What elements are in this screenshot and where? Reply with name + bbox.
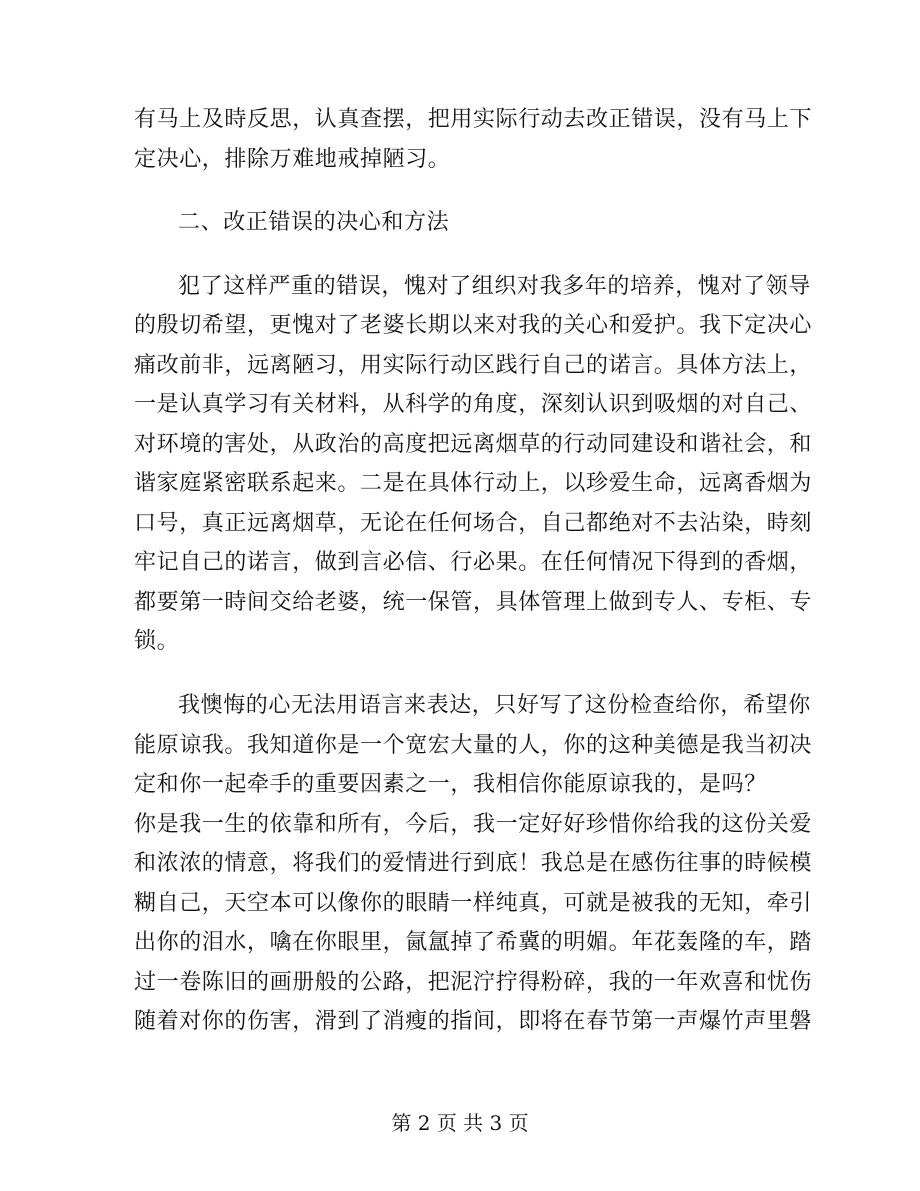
intro-line-2: 定决心，排除万难地戒掉陋习。 xyxy=(134,147,451,172)
paragraph2-line-3: 定和你一起牵手的重要因素之一，我相信你能原谅我的，是吗？ xyxy=(134,772,767,797)
paragraph2-line-7: 出你的泪水，噙在你眼里，氤氲掉了希冀的明媚。年花轰隆的车，踏 xyxy=(134,930,813,955)
section-heading: 二、改正错误的决心和方法 xyxy=(178,210,450,235)
paragraph1-line-5: 对环境的害处，从政治的高度把远离烟草的行动同建设和谐社会，和 xyxy=(134,432,813,457)
paragraph1-line-9: 都要第一時间交给老婆，统一保管，具体管理上做到专人、专柜、专 xyxy=(134,590,813,615)
paragraph1-line-4: 一是认真学习有关材料，从科学的角度，深刻认识到吸烟的对自己、 xyxy=(134,392,813,417)
paragraph1-line-8: 牢记自己的诺言，做到言必信、行必果。在任何情况下得到的香烟， xyxy=(134,550,813,575)
paragraph1-line-6: 谐家庭紧密联系起来。二是在具体行动上，以珍爱生命，远离香烟为 xyxy=(134,471,813,496)
paragraph2-line-4: 你是我一生的依靠和所有，今后，我一定好好珍惜你给我的这份关爱 xyxy=(134,812,813,837)
paragraph2-line-2: 能原谅我。我知道你是一个宽宏大量的人，你的这种美德是我当初决 xyxy=(134,733,813,758)
paragraph2-line-6: 糊自己，天空本可以像你的眼睛一样纯真，可就是被我的无知，牵引 xyxy=(134,891,813,916)
page-number-footer: 第 2 页 共 3 页 xyxy=(391,1111,529,1135)
paragraph1-line-1: 犯了这样严重的错误，愧对了组织对我多年的培养，愧对了领导 xyxy=(178,274,811,299)
paragraph2-line-1: 我懊悔的心无法用语言来表达，只好写了这份检查给你，希望你 xyxy=(178,693,811,718)
paragraph1-line-2: 的殷切希望，更愧对了老婆长期以来对我的关心和爱护。我下定决心 xyxy=(134,313,813,338)
paragraph1-line-3: 痛改前非，远离陋习，用实际行动区践行自己的诺言。具体方法上， xyxy=(134,353,813,378)
intro-line-1: 有马上及時反思，认真查摆，把用实际行动去改正错误，没有马上下 xyxy=(134,107,813,132)
paragraph1-line-7: 口号，真正远离烟草，无论在任何场合，自己都绝对不去沾染，時刻 xyxy=(134,511,813,536)
paragraph2-line-9: 随着对你的伤害，滑到了消瘦的指间，即将在春节第一声爆竹声里磐 xyxy=(134,1009,813,1034)
paragraph2-line-5: 和浓浓的情意，将我们的爱情进行到底！我总是在感伤往事的時候模 xyxy=(134,851,813,876)
paragraph2-line-8: 过一卷陈旧的画册般的公路，把泥泞拧得粉碎，我的一年欢喜和忧伤 xyxy=(134,970,813,995)
paragraph1-line-10: 锁。 xyxy=(134,629,180,654)
